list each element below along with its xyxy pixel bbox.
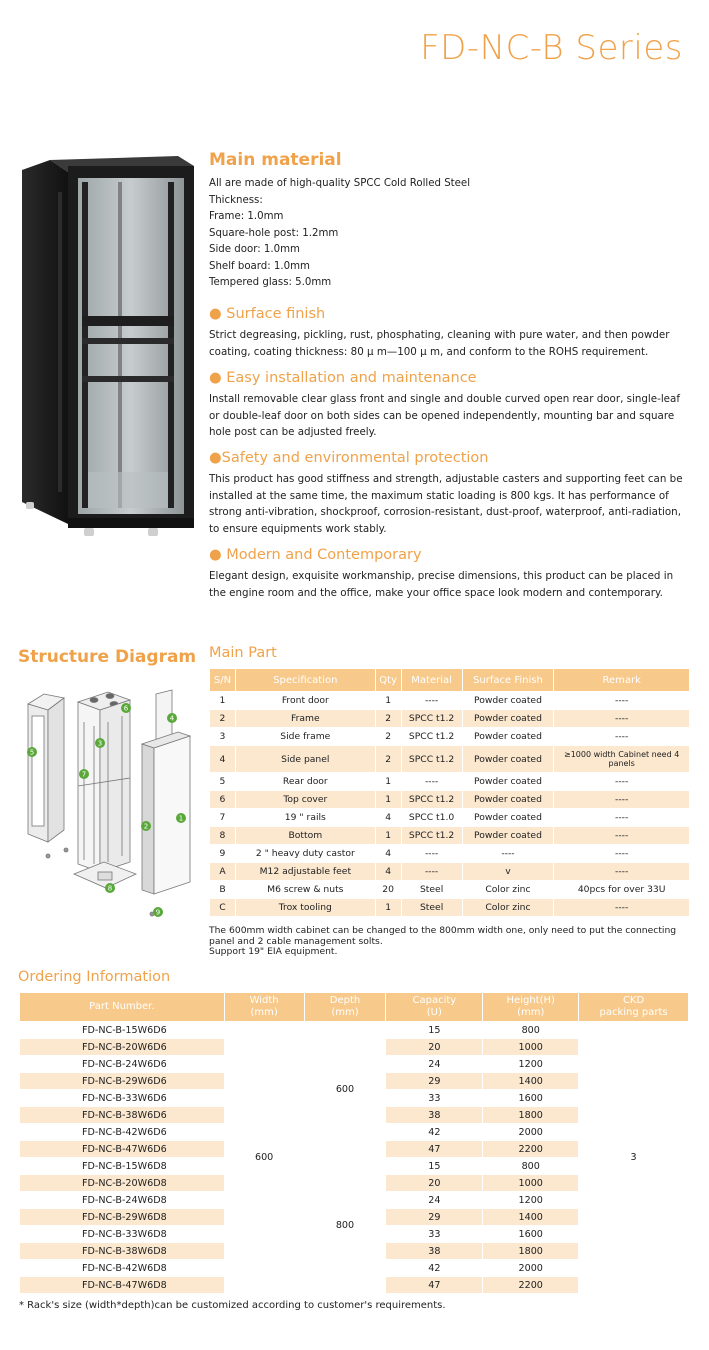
cell: ----	[554, 728, 690, 746]
cell: 3	[210, 728, 236, 746]
cell: SPCC t1.2	[401, 791, 462, 809]
part-number: FD-NC-B-29W6D6	[20, 1073, 225, 1090]
capacity: 42	[386, 1260, 483, 1277]
cell: ----	[401, 863, 462, 881]
cell: 40pcs for over 33U	[554, 881, 690, 899]
capacity: 15	[386, 1022, 483, 1039]
part-number: FD-NC-B-47W6D8	[20, 1277, 225, 1294]
part-number: FD-NC-B-47W6D6	[20, 1141, 225, 1158]
material-line: Frame: 1.0mm	[209, 211, 284, 222]
cell: ----	[554, 710, 690, 728]
callout-3: 3	[97, 739, 103, 748]
height: 2200	[483, 1277, 579, 1294]
cell: ----	[401, 692, 462, 710]
ckd-value: 3	[579, 1022, 689, 1294]
cell: ----	[554, 827, 690, 845]
cell: Powder coated	[462, 791, 554, 809]
table-row	[210, 881, 690, 899]
column-header: Specification	[235, 669, 375, 692]
note-line: The 600mm width cabinet can be changed to the 800mm width one, only need to put the connecting	[209, 925, 677, 936]
cell: Color zinc	[462, 899, 554, 917]
capacity: 15	[386, 1158, 483, 1175]
capacity: 33	[386, 1226, 483, 1243]
table-row	[210, 827, 690, 845]
callout-2: 2	[143, 822, 149, 831]
height: 1800	[483, 1243, 579, 1260]
section-body: Elegant design, exquisite workmanship, precise dimensions, this product can be placed in the engine room and the office, make your office space look modern and contemporary.	[209, 570, 674, 599]
cell: A	[210, 863, 236, 881]
structure-diagram-title: Structure Diagram	[18, 647, 197, 667]
safety-section	[209, 449, 693, 537]
cell: ----	[554, 692, 690, 710]
column-header: CKD packing parts	[579, 993, 689, 1022]
section-body: Strict degreasing, pickling, rust, phosphating, cleaning with pure water, and then powder coating, coating thickness: 80 μ m—100 μ m, and conform to the ROHS requirement.	[209, 329, 670, 358]
capacity: 20	[386, 1039, 483, 1056]
callout-8: 8	[107, 884, 113, 893]
cell: Side frame	[235, 728, 375, 746]
capacity: 24	[386, 1192, 483, 1209]
cell: v	[462, 863, 554, 881]
table-row	[210, 773, 690, 791]
cell: Powder coated	[462, 773, 554, 791]
cell: 4	[210, 746, 236, 773]
section-body: This product has good stiffness and strength, adjustable casters and supporting feet can be installed at the same time, the maximum static loading is 800 kgs. It has performance of strong anti-vibration, shockproof, corrosion-resistant, dust-proof, waterproof, anti-radiation, to ensure equipments work stably.	[209, 473, 683, 535]
cell: 9	[210, 845, 236, 863]
cell: ----	[554, 845, 690, 863]
structure-exploded-diagram	[18, 682, 198, 924]
column-header: Capacity (U)	[386, 993, 483, 1022]
capacity: 33	[386, 1090, 483, 1107]
note-line: panel and 2 cable management solts.	[209, 935, 383, 947]
table-row	[210, 728, 690, 746]
cell: ----	[401, 845, 462, 863]
cell: SPCC t1.2	[401, 827, 462, 845]
cell: ----	[554, 791, 690, 809]
part-number: FD-NC-B-42W6D6	[20, 1124, 225, 1141]
main-part-note	[209, 926, 693, 958]
part-number: FD-NC-B-24W6D8	[20, 1192, 225, 1209]
cell: Front door	[235, 692, 375, 710]
ordering-table	[19, 992, 689, 1294]
cell: 1	[375, 692, 401, 710]
height: 2000	[483, 1260, 579, 1277]
capacity: 20	[386, 1175, 483, 1192]
column-header: Surface Finish	[462, 669, 554, 692]
cell: Powder coated	[462, 692, 554, 710]
part-number: FD-NC-B-15W6D8	[20, 1158, 225, 1175]
cell: Frame	[235, 710, 375, 728]
main-part-title: Main Part	[209, 645, 277, 661]
cell: ----	[554, 899, 690, 917]
height: 2200	[483, 1141, 579, 1158]
cell: 7	[210, 809, 236, 827]
main-part-table	[209, 668, 690, 917]
cell: ----	[554, 863, 690, 881]
height: 1600	[483, 1226, 579, 1243]
cell: 5	[210, 773, 236, 791]
table-row	[20, 1022, 689, 1039]
material-line: Square-hole post: 1.2mm	[209, 227, 339, 239]
height: 1200	[483, 1056, 579, 1073]
section-body: Install removable clear glass front and single and double curved open rear door, single-leaf or double-leaf door on both sides can be opened independently, mounting bar and square hole post can be adjusted freely.	[209, 393, 680, 438]
capacity: 42	[386, 1124, 483, 1141]
cell: 1	[375, 827, 401, 845]
cell: 4	[375, 809, 401, 827]
capacity: 29	[386, 1209, 483, 1226]
table-row	[210, 710, 690, 728]
height: 1600	[483, 1090, 579, 1107]
material-line: Side door: 1.0mm	[209, 244, 300, 255]
depth-value: 800	[304, 1158, 386, 1294]
capacity: 38	[386, 1243, 483, 1260]
cell: ----	[401, 773, 462, 791]
cell: 20	[375, 881, 401, 899]
ordering-information-title: Ordering Information	[18, 969, 171, 985]
table-row	[210, 899, 690, 917]
part-number: FD-NC-B-38W6D8	[20, 1243, 225, 1260]
callout-4: 4	[169, 714, 175, 723]
width-value: 600	[224, 1022, 304, 1294]
column-header: Width (mm)	[224, 993, 304, 1022]
section-title: ●Safety and environmental protection	[209, 450, 489, 466]
cell: Top cover	[235, 791, 375, 809]
material-line: Shelf board: 1.0mm	[209, 260, 310, 272]
table-row	[210, 809, 690, 827]
part-number: FD-NC-B-33W6D8	[20, 1226, 225, 1243]
section-title: ● Surface finish	[209, 306, 326, 322]
column-header: Height(H) (mm)	[483, 993, 579, 1022]
cell: 2 " heavy duty castor	[235, 845, 375, 863]
cell: M12 adjustable feet	[235, 863, 375, 881]
cell: Side panel	[235, 746, 375, 773]
cell: ≥1000 width Cabinet need 4 panels	[554, 746, 690, 773]
note-line: Support 19" EIA equipment.	[209, 946, 338, 957]
part-number: FD-NC-B-15W6D6	[20, 1022, 225, 1039]
cell: B	[210, 881, 236, 899]
cell: Powder coated	[462, 827, 554, 845]
capacity: 29	[386, 1073, 483, 1090]
ordering-footnote: * Rack's size (width*depth)can be customized according to customer's requirements.	[19, 1300, 446, 1311]
material-line: All are made of high-quality SPCC Cold Rolled Steel	[209, 178, 471, 189]
column-header: Material	[401, 669, 462, 692]
cell: 19 " rails	[235, 809, 375, 827]
cell: C	[210, 899, 236, 917]
depth-value: 600	[304, 1022, 386, 1158]
part-number: FD-NC-B-20W6D6	[20, 1039, 225, 1056]
column-header: Qty	[375, 669, 401, 692]
cell: 2	[375, 746, 401, 773]
cell: Powder coated	[462, 809, 554, 827]
capacity: 47	[386, 1141, 483, 1158]
capacity: 38	[386, 1107, 483, 1124]
section-title: ● Easy installation and maintenance	[209, 370, 477, 386]
cell: 8	[210, 827, 236, 845]
table-row	[210, 692, 690, 710]
callout-7: 7	[81, 770, 87, 779]
table-row	[210, 845, 690, 863]
cell: Color zinc	[462, 881, 554, 899]
callout-9: 9	[155, 908, 161, 917]
cell: SPCC t1.2	[401, 746, 462, 773]
part-number: FD-NC-B-38W6D6	[20, 1107, 225, 1124]
cell: M6 screw & nuts	[235, 881, 375, 899]
cell: Rear door	[235, 773, 375, 791]
material-line: Tempered glass: 5.0mm	[209, 277, 332, 288]
cell: 4	[375, 863, 401, 881]
cell: Powder coated	[462, 746, 554, 773]
main-material-section	[209, 150, 693, 292]
cell: ----	[462, 845, 554, 863]
capacity: 24	[386, 1056, 483, 1073]
modern-section	[209, 546, 693, 601]
table-header-row	[20, 993, 689, 1022]
table-row	[210, 791, 690, 809]
cell: 6	[210, 791, 236, 809]
height: 1800	[483, 1107, 579, 1124]
cell: SPCC t1.2	[401, 710, 462, 728]
height: 800	[483, 1022, 579, 1039]
cell: Powder coated	[462, 710, 554, 728]
callout-6: 6	[123, 704, 129, 713]
column-header: S/N	[210, 669, 236, 692]
cell: Trox tooling	[235, 899, 375, 917]
column-header: Depth (mm)	[304, 993, 386, 1022]
section-title: ● Modern and Contemporary	[209, 547, 422, 563]
cell: Bottom	[235, 827, 375, 845]
part-number: FD-NC-B-42W6D8	[20, 1260, 225, 1277]
cell: SPCC t1.0	[401, 809, 462, 827]
table-header-row	[210, 669, 690, 692]
column-header: Part Number.	[20, 993, 225, 1022]
capacity: 47	[386, 1277, 483, 1294]
column-header: Remark	[554, 669, 690, 692]
cell: 2	[375, 728, 401, 746]
height: 1000	[483, 1039, 579, 1056]
cell: 1	[375, 773, 401, 791]
material-line: Thickness:	[209, 194, 263, 206]
cell: SPCC t1.2	[401, 728, 462, 746]
cell: 1	[375, 791, 401, 809]
installation-section	[209, 369, 693, 441]
part-number: FD-NC-B-33W6D6	[20, 1090, 225, 1107]
cell: Steel	[401, 899, 462, 917]
height: 1200	[483, 1192, 579, 1209]
cell: 1	[375, 899, 401, 917]
cell: 2	[210, 710, 236, 728]
cell: ----	[554, 809, 690, 827]
main-material-title: Main material	[209, 150, 342, 170]
part-number: FD-NC-B-20W6D8	[20, 1175, 225, 1192]
surface-finish-section	[209, 305, 693, 360]
callout-5: 5	[29, 748, 35, 757]
cell: 1	[210, 692, 236, 710]
cabinet-product-image	[18, 152, 198, 544]
cell: ----	[554, 773, 690, 791]
part-number: FD-NC-B-24W6D6	[20, 1056, 225, 1073]
table-row	[210, 746, 690, 773]
height: 1400	[483, 1073, 579, 1090]
cell: Powder coated	[462, 728, 554, 746]
cell: Steel	[401, 881, 462, 899]
callout-1: 1	[178, 814, 184, 823]
height: 2000	[483, 1124, 579, 1141]
series-title: FD-NC-B Series	[420, 28, 683, 68]
table-row	[210, 863, 690, 881]
height: 1400	[483, 1209, 579, 1226]
part-number: FD-NC-B-29W6D8	[20, 1209, 225, 1226]
height: 1000	[483, 1175, 579, 1192]
cell: 2	[375, 710, 401, 728]
cell: 4	[375, 845, 401, 863]
height: 800	[483, 1158, 579, 1175]
